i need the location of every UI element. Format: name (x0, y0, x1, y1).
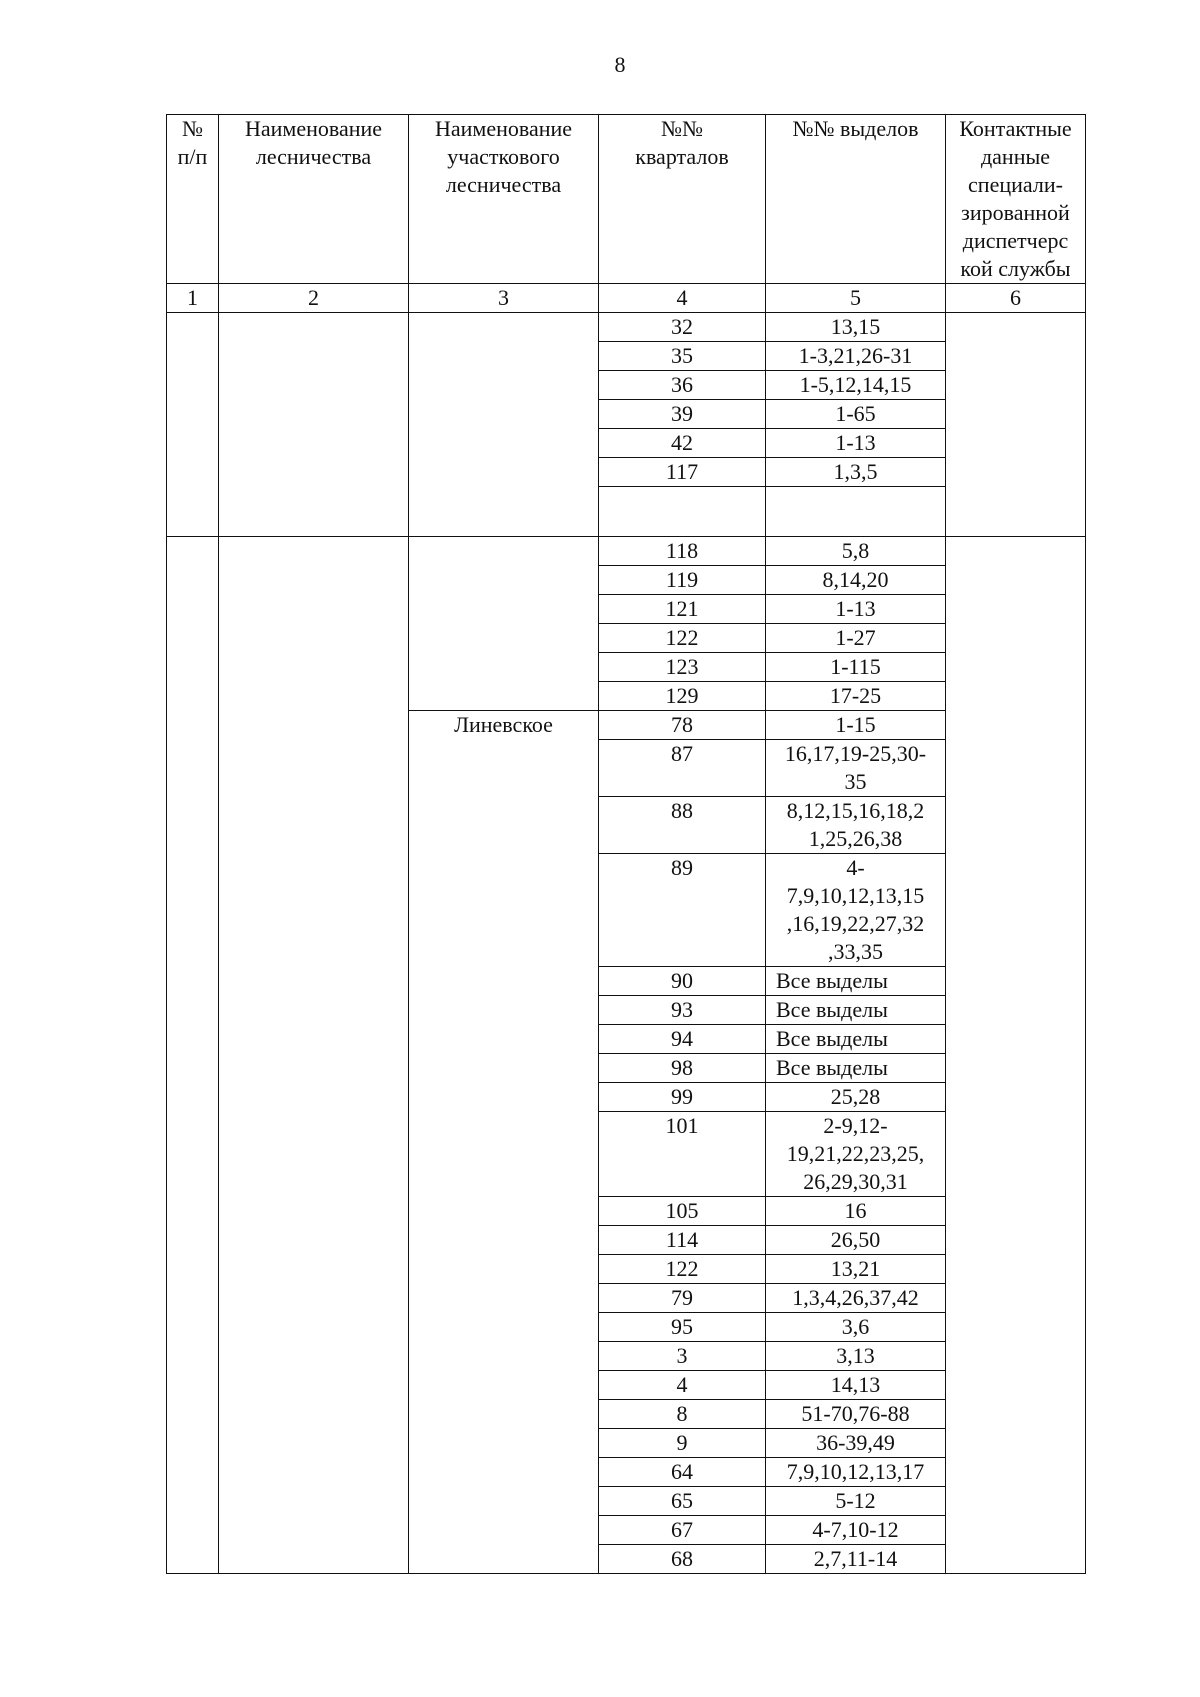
allotment-cell (766, 1226, 946, 1255)
cell-line: 25,28 (830, 1084, 881, 1109)
cell-line: Все выделы (776, 997, 888, 1022)
allotment-cell (766, 740, 946, 797)
forestry-cell (219, 537, 409, 1574)
allotment-cell (766, 682, 946, 711)
cell-line: 1-65 (835, 401, 876, 426)
quarter-cell: 67 (599, 1516, 766, 1545)
cell-line: 3,6 (841, 1314, 870, 1339)
table-row (167, 537, 1086, 566)
allotment-cell (766, 1313, 946, 1342)
cell-line: 17-25 (829, 683, 882, 708)
allotment-cell (766, 1487, 946, 1516)
cell-line: данные (980, 144, 1051, 169)
cell-line: № (182, 116, 203, 141)
allotment-cell (766, 1054, 946, 1083)
cell-line: Все выделы (776, 1026, 888, 1051)
cell-line: Наименование (434, 116, 573, 141)
quarter-cell: 39 (599, 400, 766, 429)
district-cell (409, 313, 599, 537)
cell-line: №№ (661, 116, 703, 141)
allotment-cell (766, 400, 946, 429)
cell-line: кой службы (960, 256, 1071, 281)
cell-line: лесничества (445, 172, 562, 197)
header-cell (409, 115, 599, 284)
allotment-cell (766, 1284, 946, 1313)
allotment-cell (766, 1197, 946, 1226)
header-row (167, 115, 1086, 284)
cell-line: 7,9,10,12,13,17 (786, 1459, 925, 1484)
quarter-cell: 4 (599, 1371, 766, 1400)
cell-line: 5,8 (841, 538, 870, 563)
allotment-cell (766, 1545, 946, 1574)
cell-line: 1-5,12,14,15 (799, 372, 912, 397)
allotment-cell (766, 371, 946, 400)
quarter-cell: 89 (599, 854, 766, 967)
quarter-cell: 9 (599, 1429, 766, 1458)
allotment-cell (766, 1255, 946, 1284)
quarter-cell: 105 (599, 1197, 766, 1226)
cell-line: диспетчерс (962, 228, 1069, 253)
cell-line: кварталов (635, 144, 729, 169)
quarter-cell: 42 (599, 429, 766, 458)
header-cell (946, 115, 1086, 284)
cell-line: Все выделы (776, 1055, 888, 1080)
quarter-cell: 95 (599, 1313, 766, 1342)
cell-line: 35 (844, 769, 867, 794)
quarter-cell: 117 (599, 458, 766, 487)
cell-line: 36-39,49 (816, 1430, 895, 1455)
column-number-cell: 5 (766, 284, 946, 313)
number-cell (167, 313, 219, 537)
cell-line: Все выделы (776, 968, 888, 993)
allotment-cell (766, 996, 946, 1025)
cell-line: ,16,19,22,27,32 (786, 911, 925, 936)
allotment-cell (766, 537, 946, 566)
district-cell: Линевское (409, 711, 599, 1574)
column-number-cell: 1 (167, 284, 219, 313)
cell-line: 8,12,15,16,18,2 (786, 798, 925, 823)
allotment-cell (766, 653, 946, 682)
header-cell (599, 115, 766, 284)
cell-line: 51-70,76-88 (801, 1401, 910, 1426)
cell-line: 1-27 (835, 625, 876, 650)
allotment-cell (766, 711, 946, 740)
allotment-cell (766, 458, 946, 487)
cell-line: 4- (846, 855, 865, 880)
cell-line: 1-115 (830, 654, 881, 679)
quarter-cell: 35 (599, 342, 766, 371)
quarter-cell: 94 (599, 1025, 766, 1054)
cell-line: 14,13 (830, 1372, 881, 1397)
quarter-cell: 68 (599, 1545, 766, 1574)
allotment-cell (766, 967, 946, 996)
quarter-cell: 122 (599, 1255, 766, 1284)
cell-line: 16,17,19-25,30- (784, 741, 927, 766)
quarter-cell: 36 (599, 371, 766, 400)
header-cell (766, 115, 946, 284)
cell-line: участкового (447, 144, 560, 169)
cell-line: 13,15 (830, 314, 881, 339)
cell-line: 26,50 (830, 1227, 881, 1252)
quarter-cell: 119 (599, 566, 766, 595)
allotment-cell (766, 1458, 946, 1487)
quarter-cell: 79 (599, 1284, 766, 1313)
allotment-cell (766, 595, 946, 624)
quarter-cell: 123 (599, 653, 766, 682)
allotment-cell (766, 1371, 946, 1400)
contact-cell (946, 537, 1086, 1574)
quarter-cell: 99 (599, 1083, 766, 1112)
column-number-row (167, 284, 1086, 313)
header-cell (167, 115, 219, 284)
allotment-cell (766, 1400, 946, 1429)
cell-line: 4-7,10-12 (812, 1517, 899, 1542)
quarter-cell: 101 (599, 1112, 766, 1197)
quarter-cell: 64 (599, 1458, 766, 1487)
cell-line: 1-3,21,26-31 (798, 343, 913, 368)
cell-line: 8,14,20 (822, 567, 889, 592)
cell-line: зированной (961, 200, 1070, 225)
column-number-cell: 3 (409, 284, 599, 313)
column-number-cell: 2 (219, 284, 409, 313)
allotment-cell (766, 797, 946, 854)
cell-line: п/п (177, 144, 208, 169)
cell-line: лесничества (255, 144, 372, 169)
allotment-cell (766, 1342, 946, 1371)
cell-line: 5-12 (835, 1488, 876, 1513)
quarter-cell: 88 (599, 797, 766, 854)
allotment-cell (766, 1429, 946, 1458)
quarter-cell: 129 (599, 682, 766, 711)
allotment-cell (766, 429, 946, 458)
quarter-cell: 122 (599, 624, 766, 653)
cell-line: 1-15 (835, 712, 876, 737)
quarter-cell: 98 (599, 1054, 766, 1083)
allotment-cell (766, 624, 946, 653)
allotment-cell (766, 1025, 946, 1054)
quarter-cell: 90 (599, 967, 766, 996)
quarter-cell: 93 (599, 996, 766, 1025)
forestry-cell (219, 313, 409, 537)
district-cell (409, 537, 599, 711)
cell-line: 1,3,4,26,37,42 (792, 1285, 919, 1310)
cell-line: 2-9,12- (823, 1113, 888, 1138)
forestry-table (166, 114, 1086, 1574)
cell-line: 26,29,30,31 (803, 1169, 908, 1194)
page-number: 8 (614, 52, 626, 77)
cell-line: 1-13 (835, 596, 876, 621)
cell-line: 7,9,10,12,13,15 (786, 883, 925, 908)
cell-line: 1-13 (835, 430, 876, 455)
cell-line: Контактные (959, 116, 1072, 141)
allotment-cell (766, 566, 946, 595)
quarter-cell: 3 (599, 1342, 766, 1371)
allotment-cell (766, 313, 946, 342)
header-cell (219, 115, 409, 284)
column-number-cell: 6 (946, 284, 1086, 313)
cell-line: 1,25,26,38 (808, 826, 903, 851)
quarter-cell: 114 (599, 1226, 766, 1255)
cell-line: 16 (844, 1198, 867, 1223)
allotment-cell (766, 854, 946, 967)
quarter-cell: 118 (599, 537, 766, 566)
quarter-cell: 65 (599, 1487, 766, 1516)
quarter-cell: 87 (599, 740, 766, 797)
cell-line: 2,7,11-14 (813, 1546, 898, 1571)
cell-line: Наименование (244, 116, 383, 141)
quarter-cell: 121 (599, 595, 766, 624)
cell-line: №№ выделов (792, 116, 919, 141)
cell-line: специали- (968, 172, 1063, 197)
allotment-cell (766, 1516, 946, 1545)
allotment-cell (766, 342, 946, 371)
number-cell (167, 537, 219, 1574)
allotment-cell (766, 487, 946, 537)
quarter-cell (599, 487, 766, 537)
quarter-cell: 8 (599, 1400, 766, 1429)
cell-line: 3,13 (836, 1343, 875, 1368)
cell-line: 13,21 (830, 1256, 881, 1281)
cell-line: 1,3,5 (833, 459, 878, 484)
quarter-cell: 32 (599, 313, 766, 342)
allotment-cell (766, 1083, 946, 1112)
table-row (167, 313, 1086, 342)
contact-cell (946, 313, 1086, 537)
quarter-cell: 78 (599, 711, 766, 740)
cell-line: ,33,35 (828, 939, 883, 964)
cell-line: 19,21,22,23,25, (786, 1141, 925, 1166)
allotment-cell (766, 1112, 946, 1197)
column-number-cell: 4 (599, 284, 766, 313)
